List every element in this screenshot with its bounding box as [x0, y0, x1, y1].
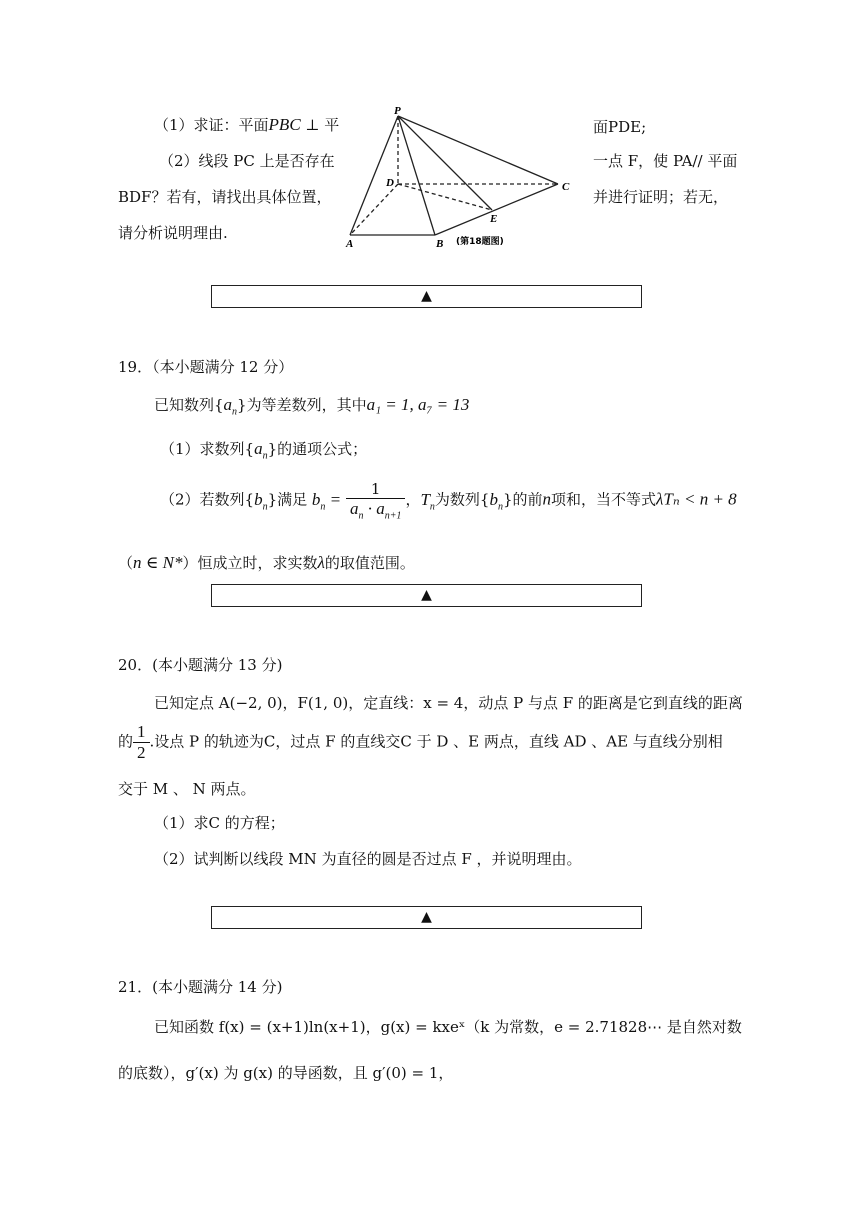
- q18-answer-box[interactable]: ▲: [211, 285, 642, 308]
- q19-answer-box[interactable]: ▲: [211, 584, 642, 607]
- q20-part2: （2）试判断以线段 MN 为直径的圆是否过点 F ，并说明理由。: [154, 850, 582, 868]
- label-E: E: [490, 213, 498, 225]
- q18-part1-left: （1）求证：平面PBC ⊥ 平: [154, 115, 340, 134]
- q19-intro: 已知数列$\{a_n\}$为等差数列，其中a₁ = 1, a₇ = 13: [154, 395, 470, 418]
- q20-part1: （1）求C 的方程；: [154, 814, 285, 832]
- q19-part2: （2）若数列$\{b_n\}$满足 $b_n$ = $\frac{1}{a_n \cdot a_{n+1}}$ ，$T_n$为数列$\{b_n\}$的前n项和，当不等式λTₙ < n + 8: [160, 480, 737, 522]
- q20-heading: 20．(本小题满分 13 分): [118, 656, 283, 674]
- q19-fraction: $\frac{1}{a_n \cdot a_{n+1}}$: [346, 480, 406, 521]
- q18-part3-right: 并进行证明；若无，: [593, 188, 729, 206]
- q20-answer-box[interactable]: ▲: [211, 906, 642, 929]
- q21-heading: 21．(本小题满分 14 分): [118, 978, 283, 996]
- q18-part2-left: （2）线段 PC 上是否存在: [159, 152, 335, 170]
- label-D: D: [386, 177, 394, 189]
- q21-line2: 的底数），g′(x) 为 g(x) 的导函数，且 g′(0) = 1，: [118, 1064, 454, 1082]
- q18-part4: 请分析说明理由.: [118, 224, 228, 242]
- q19-part1: （1）求数列$\{a_n\}$的通项公式；: [160, 439, 368, 462]
- label-P: P: [394, 105, 401, 117]
- label-C: C: [562, 181, 570, 193]
- label-B: B: [436, 238, 444, 250]
- q18-pyramid-figure: [340, 102, 580, 252]
- q20-line1: 已知定点 A(−2, 0)，F(1, 0)，定直线：x = 4，动点 P 与点 F 的距离是它到直线的距离: [154, 694, 743, 712]
- q21-line1: 已知函数 f(x) = (x+1)ln(x+1)，g(x) = kxeˣ（k 为常数，e = 2.71828⋯ 是自然对数: [154, 1018, 742, 1036]
- figure-caption: (第18题图): [456, 237, 504, 247]
- q20-fraction: $\frac{1}{2}$: [133, 722, 150, 763]
- q18-part1-right: 面PDE;: [593, 118, 647, 136]
- q20-line3: 交于 M 、 N 两点。: [118, 780, 256, 798]
- q19-part3: （n ∈ N*）恒成立时，求实数λ的取值范围。: [118, 553, 415, 572]
- q20-line2: 的 $\frac{1}{2}$ .设点 P 的轨迹为C，过点 F 的直线交C 于 D 、E 两点，直线 AD 、AE 与直线分别相: [118, 722, 723, 762]
- q19-heading: 19．（本小题满分 12 分）: [118, 358, 294, 376]
- q18-part3-left: BDF？若有，请找出具体位置，: [118, 188, 332, 206]
- label-A: A: [346, 238, 354, 250]
- q18-part2-right: 一点 F，使 PA// 平面: [593, 152, 738, 170]
